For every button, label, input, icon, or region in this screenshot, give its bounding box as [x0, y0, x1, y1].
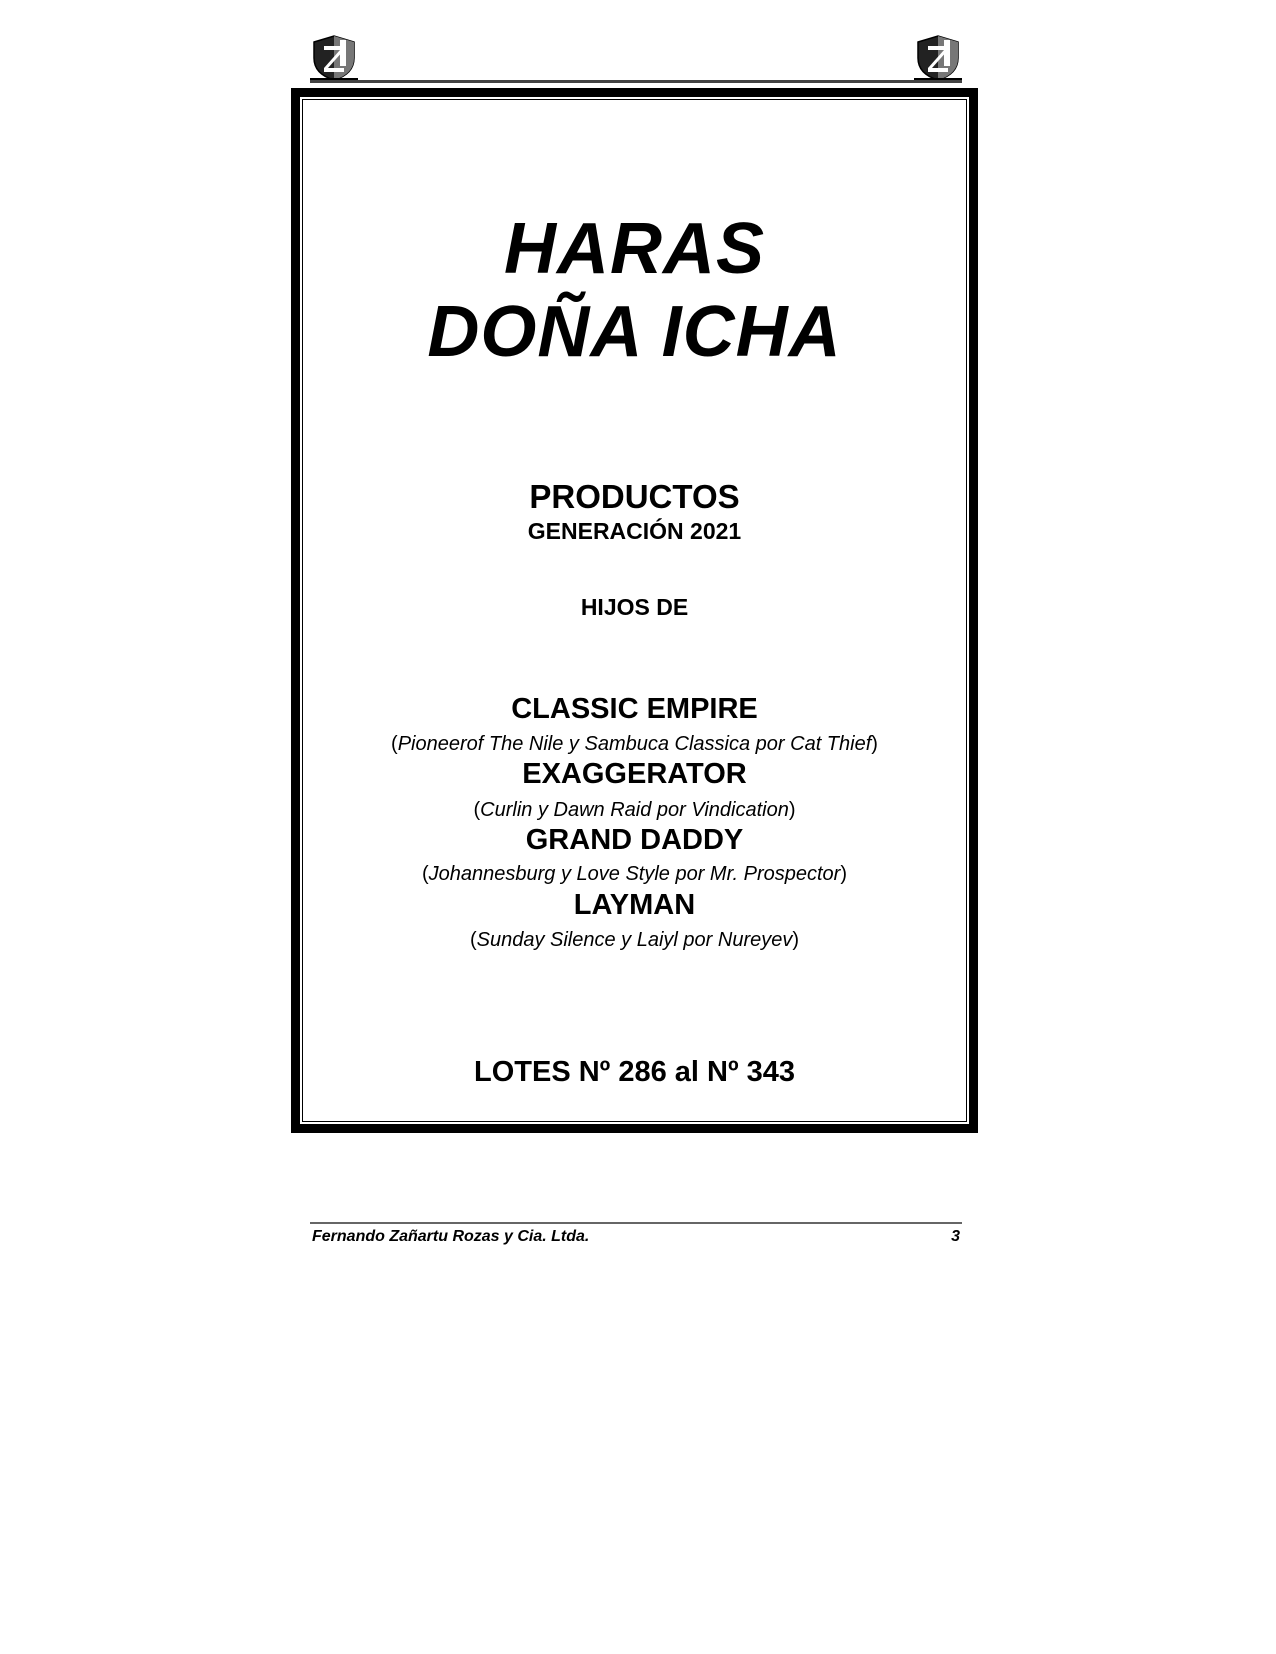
hijos-label: HIJOS DE	[580, 594, 689, 620]
footer-divider	[310, 1222, 962, 1224]
sire-pedigree: (Curlin y Dawn Raid por Vindication)	[473, 799, 796, 821]
title-line-2: DOÑA ICHA	[427, 292, 842, 372]
page-number: 3	[951, 1228, 960, 1245]
title-line-1: HARAS	[503, 209, 765, 289]
sire-name: GRAND DADDY	[525, 824, 744, 856]
generation-label: GENERACIÓN 2021	[527, 518, 742, 544]
company-logo-right	[914, 34, 962, 82]
sire-pedigree-text: Pioneerof The Nile y Sambuca Classica por Cat Thief	[397, 733, 872, 755]
sire-pedigree-text: Johannesburg y Love Style por Mr. Prospector	[428, 863, 841, 885]
sire-pedigree-text: Curlin y Dawn Raid por Vindication	[480, 799, 789, 821]
sire-name: LAYMAN	[573, 889, 696, 921]
header-divider	[310, 80, 962, 83]
sire-pedigree: (Pioneerof The Nile y Sambuca Classica por Cat Thief)	[391, 733, 878, 755]
lots-range: LOTES Nº 286 al Nº 343	[474, 1056, 795, 1088]
subtitle: PRODUCTOS	[529, 478, 740, 515]
sire-name: CLASSIC EMPIRE	[511, 693, 758, 725]
sire-pedigree: (Johannesburg y Love Style por Mr. Prospector)	[421, 863, 848, 885]
footer-company: Fernando Zañartu Rozas y Cia. Ltda.	[312, 1228, 590, 1245]
sire-pedigree: (Sunday Silence y Laiyl por Nureyev)	[469, 929, 800, 951]
company-logo-left	[310, 34, 358, 82]
sire-pedigree-text: Sunday Silence y Laiyl por Nureyev	[476, 929, 793, 951]
sire-name: EXAGGERATOR	[522, 758, 747, 790]
